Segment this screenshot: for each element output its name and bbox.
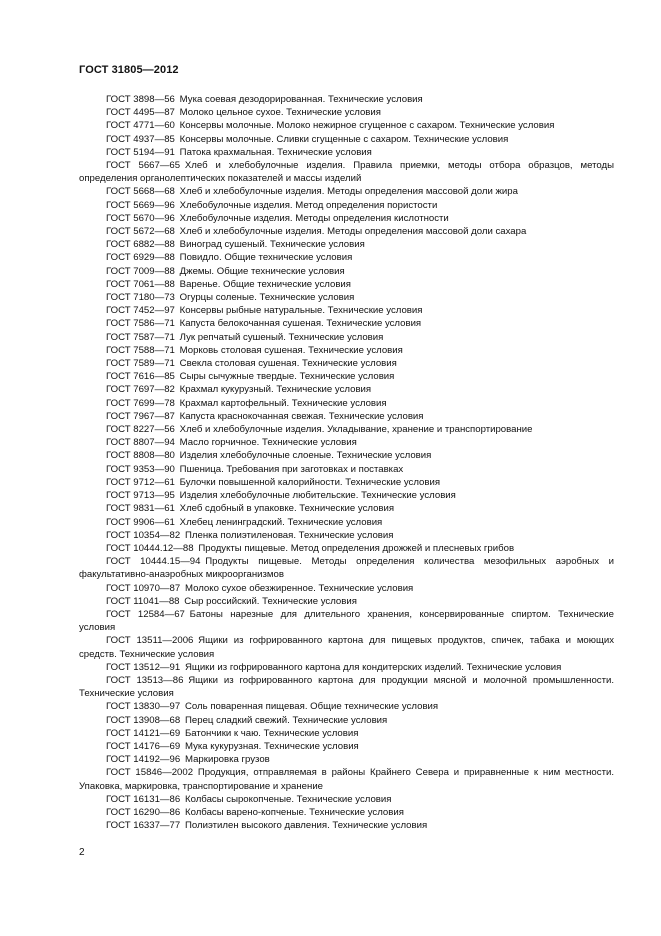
reference-code: ГОСТ 16290—86 [106,806,181,818]
reference-item [79,397,614,410]
reference-item [79,449,614,462]
reference-title: Повидло. Общие технические условия [179,252,353,264]
reference-item [79,383,614,396]
reference-code: ГОСТ 7587—71 [106,331,175,343]
reference-title: Хлеб сдобный в упаковке. Технические условия [179,503,395,515]
reference-code: ГОСТ 9713—95 [106,490,175,502]
reference-code: ГОСТ 9353—90 [106,463,175,475]
reference-code: ГОСТ 6929—88 [106,252,175,264]
reference-item [79,766,614,792]
reference-item [79,476,614,489]
reference-item [79,93,614,106]
reference-title: Хлеб и хлебобулочные изделия. Правила приемки, методы отбора образцов, методы определения органолептических показателей и массы изделий [79,160,614,185]
reference-code: ГОСТ 7697—82 [106,384,175,396]
reference-title: Ящики из гофрированного картона для кондитерских изделий. Технические условия [185,661,562,673]
reference-code: ГОСТ 10354—82 [106,529,181,541]
reference-title: Хлебобулочные изделия. Методы определения кислотности [179,212,449,224]
reference-title: Огурцы соленые. Технические условия [179,292,355,304]
reference-code: ГОСТ 7009—88 [106,265,175,277]
reference-item [79,251,614,264]
reference-item [79,674,614,700]
reference-title: Морковь столовая сушеная. Технические условия [179,344,403,356]
reference-code: ГОСТ 3898—56 [106,94,175,105]
reference-code: ГОСТ 8807—94 [106,437,175,449]
reference-item [79,199,614,212]
reference-code: ГОСТ 10444.12—88 [106,542,194,554]
reference-title: Колбасы сырокопченые. Технические условия [185,793,392,805]
reference-item [79,753,614,766]
reference-code: ГОСТ 8227—56 [106,424,175,436]
reference-code: ГОСТ 15846—2002 [106,767,194,779]
document-header: ГОСТ 31805—2012 [79,64,179,76]
reference-code: ГОСТ 13830—97 [106,701,181,713]
reference-title: Лук репчатый сушеный. Технические условия [179,331,384,343]
reference-title: Консервы молочные. Сливки сгущенные с сахаром. Технические условия [179,133,509,145]
reference-item [79,516,614,529]
reference-title: Масло горчичное. Технические условия [179,437,357,449]
reference-item [79,106,614,119]
reference-code: ГОСТ 9906—61 [106,516,175,528]
reference-item [79,463,614,476]
reference-title: Пшеница. Требования при заготовках и поставках [179,463,404,475]
reference-item [79,661,614,674]
reference-item [79,370,614,383]
reference-item [79,238,614,251]
reference-code: ГОСТ 4937—85 [106,133,175,145]
reference-item [79,304,614,317]
reference-title: Патока крахмальная. Технические условия [179,146,372,158]
reference-code: ГОСТ 9831—61 [106,503,175,515]
reference-title: Крахмал картофельный. Технические условия [179,397,387,409]
reference-code: ГОСТ 7586—71 [106,318,175,330]
reference-code: ГОСТ 13513—86 [106,674,184,686]
reference-item [79,119,614,132]
reference-title: Ящики из гофрированного картона для продукции мясной и молочной промышленности. Технические условия [79,674,614,700]
reference-item [79,291,614,304]
reference-code: ГОСТ 7588—71 [106,344,175,356]
reference-item [79,410,614,423]
reference-item [79,436,614,449]
reference-title: Продукты пищевые. Метод определения дрожжей и плесневых грибов [198,542,515,554]
reference-code: ГОСТ 7180—73 [106,292,175,304]
reference-code: ГОСТ 9712—61 [106,476,175,488]
reference-item [79,317,614,330]
reference-code: ГОСТ 11041—88 [106,595,180,607]
reference-item [79,727,614,740]
reference-item [79,634,614,660]
reference-item [79,555,614,581]
reference-item [79,423,614,436]
reference-title: Молоко сухое обезжиренное. Технические условия [185,582,414,594]
reference-item [79,819,614,832]
reference-item [79,331,614,344]
reference-title: Булочки повышенной калорийности. Технические условия [179,476,441,488]
reference-code: ГОСТ 12584—67 [106,608,185,620]
reference-item [79,278,614,291]
reference-title: Продукция, отправляемая в районы Крайнего Севера и приравненные к ним местности. Упаковка, маркировка, транспортирование и хранение [79,767,614,792]
reference-item [79,344,614,357]
reference-code: ГОСТ 5194—91 [106,146,175,158]
reference-title: Хлебец ленинградский. Технические условия [179,516,383,528]
reference-list [79,93,614,832]
reference-title: Молоко цельное сухое. Технические условия [179,107,381,119]
reference-code: ГОСТ 7589—71 [106,358,175,370]
reference-code: ГОСТ 14176—69 [106,740,181,752]
reference-item [79,714,614,727]
reference-code: ГОСТ 5672—68 [106,226,175,238]
reference-code: ГОСТ 4495—87 [106,107,175,119]
reference-code: ГОСТ 7061—88 [106,278,175,290]
reference-code: ГОСТ 8808—80 [106,450,175,462]
reference-title: Джемы. Общие технические условия [179,265,345,277]
reference-title: Капуста белокочанная сушеная. Технические условия [179,318,422,330]
reference-code: ГОСТ 7616—85 [106,371,175,383]
reference-item [79,542,614,555]
reference-code: ГОСТ 16131—86 [106,793,181,805]
reference-item [79,212,614,225]
reference-title: Сыры сычужные твердые. Технические условия [179,371,395,383]
reference-title: Полиэтилен высокого давления. Технические условия [185,820,428,832]
reference-title: Варенье. Общие технические условия [179,278,351,290]
reference-title: Консервы рыбные натуральные. Технические условия [179,305,423,317]
reference-code: ГОСТ 14192—96 [106,754,181,766]
page-number: 2 [79,847,85,858]
reference-title: Соль поваренная пищевая. Общие технические условия [185,701,439,713]
reference-item [79,159,614,185]
reference-item [79,133,614,146]
reference-title: Батоны нарезные для длительного хранения, консервированные спиртом. Технические условия [79,608,614,634]
reference-item [79,489,614,502]
reference-item [79,740,614,753]
reference-title: Батончики к чаю. Технические условия [185,727,359,739]
reference-item [79,146,614,159]
reference-item [79,595,614,608]
reference-item [79,357,614,370]
reference-item [79,608,614,634]
reference-title: Хлеб и хлебобулочные изделия. Методы определения массовой доли жира [179,186,518,198]
reference-title: Хлеб и хлебобулочные изделия. Укладывание, хранение и транспортирование [179,424,533,436]
reference-title: Мука кукурузная. Технические условия [185,740,359,752]
reference-title: Виноград сушеный. Технические условия [179,239,365,251]
reference-title: Изделия хлебобулочные любительские. Технические условия [179,490,456,502]
reference-code: ГОСТ 13512—91 [106,661,181,673]
reference-title: Крахмал кукурузный. Технические условия [179,384,372,396]
reference-item [79,582,614,595]
reference-code: ГОСТ 13908—68 [106,714,181,726]
reference-item [79,185,614,198]
reference-item [79,793,614,806]
reference-code: ГОСТ 14121—69 [106,727,181,739]
reference-code: ГОСТ 7699—78 [106,397,175,409]
reference-code: ГОСТ 10444.15—94 [106,556,201,568]
reference-title: Хлеб и хлебобулочные изделия. Методы определения массовой доли сахара [179,226,527,238]
reference-title: Продукты пищевые. Методы определения количества мезофильных аэробных и факультативно-анаэробных микроорганизмов [79,556,614,581]
reference-code: ГОСТ 4771—60 [106,120,175,132]
reference-code: ГОСТ 13511—2006 [106,635,194,647]
reference-code: ГОСТ 7452—97 [106,305,175,317]
reference-item [79,502,614,515]
reference-code: ГОСТ 5669—96 [106,199,175,211]
reference-item [79,700,614,713]
reference-title: Сыр российский. Технические условия [184,595,357,607]
reference-code: ГОСТ 16337—77 [106,820,181,832]
reference-title: Пленка полиэтиленовая. Технические условия [185,529,394,541]
reference-item [79,225,614,238]
reference-title: Мука соевая дезодорированная. Технические условия [179,94,423,105]
reference-code: ГОСТ 7967—87 [106,410,175,422]
reference-item [79,806,614,819]
reference-code: ГОСТ 10970—87 [106,582,181,594]
reference-title: Ящики из гофрированного картона для пищевых продуктов, спичек, табака и моющих средств. Технические условия [79,635,614,660]
reference-title: Перец сладкий свежий. Технические условия [185,714,388,726]
reference-title: Консервы молочные. Молоко нежирное сгущенное с сахаром. Технические условия [179,120,555,132]
reference-code: ГОСТ 5670—96 [106,212,175,224]
reference-item [79,529,614,542]
reference-code: ГОСТ 5667—65 [106,160,181,172]
reference-title: Хлебобулочные изделия. Метод определения пористости [179,199,438,211]
reference-title: Свекла столовая сушеная. Технические условия [179,358,397,370]
reference-title: Маркировка грузов [185,754,270,766]
reference-title: Капуста краснокочанная свежая. Технические условия [179,410,424,422]
reference-code: ГОСТ 5668—68 [106,186,175,198]
reference-title: Колбасы варено-копченые. Технические условия [185,806,404,818]
reference-code: ГОСТ 6882—88 [106,239,175,251]
reference-item [79,265,614,278]
reference-title: Изделия хлебобулочные слоеные. Технические условия [179,450,432,462]
